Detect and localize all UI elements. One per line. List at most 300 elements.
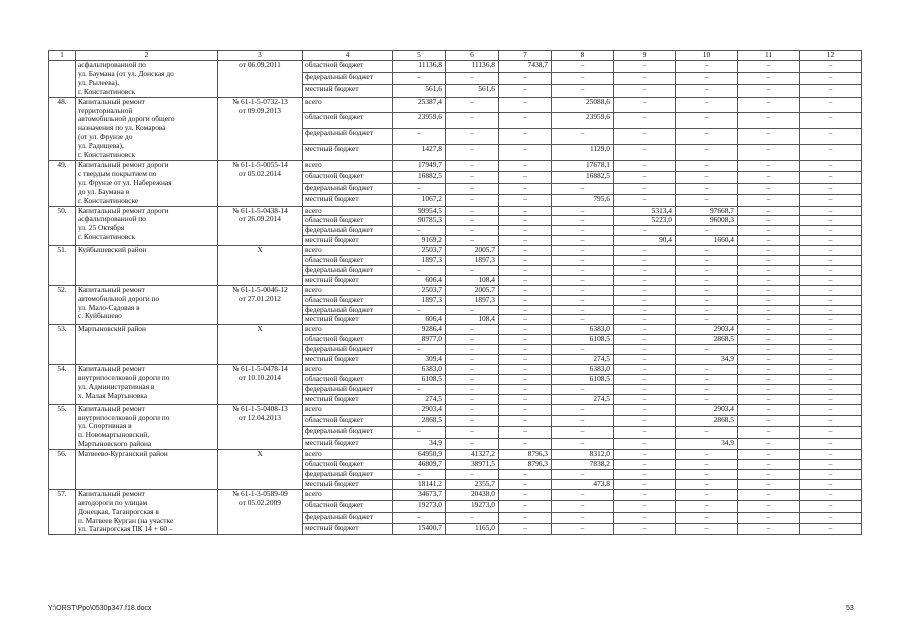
value-cell: – (499, 325, 552, 335)
funding-source: областной бюджет (303, 113, 393, 129)
value-cell: – (446, 512, 499, 523)
funding-source: местный бюджет (303, 195, 393, 206)
funding-source: федеральный бюджет (303, 427, 393, 438)
value-cell: – (676, 512, 738, 523)
value-cell: 1897,3 (446, 256, 499, 266)
row-number: 51. (49, 246, 76, 286)
value-cell: – (676, 256, 738, 266)
value-cell: – (499, 469, 552, 479)
expertise-conclusion: Х (218, 325, 303, 365)
value-cell: – (800, 206, 862, 216)
value-cell: – (800, 523, 862, 534)
value-cell: – (800, 460, 862, 470)
funding-source: всего (303, 365, 393, 375)
expertise-conclusion: № 61-1-5-0478-14 от 10.10.2014 (218, 365, 303, 405)
value-cell: – (738, 416, 800, 427)
object-name: асфальтированной по ул. Баумана (от ул. Донская до ул. Рылеева), г. Константиновск (76, 61, 218, 98)
value-cell: – (446, 469, 499, 479)
value-cell: – (676, 394, 738, 404)
value-cell: 2903,4 (393, 404, 446, 415)
value-cell: – (614, 450, 676, 460)
value-cell: 20438,0 (446, 489, 499, 500)
value-cell: – (499, 315, 552, 325)
object-name: Капитальный ремонт внутрипоселковой дороги по ул. Административная в х. Малая Мартыновка (76, 365, 218, 405)
value-cell: – (676, 183, 738, 194)
value-cell: 38971,5 (446, 460, 499, 470)
value-cell: – (676, 295, 738, 305)
value-cell: – (676, 501, 738, 512)
value-cell: – (446, 195, 499, 206)
table-row (49, 206, 862, 216)
table-row (49, 61, 862, 73)
value-cell: 1129,0 (552, 145, 614, 161)
value-cell: – (676, 345, 738, 355)
expertise-conclusion: Х (218, 246, 303, 286)
value-cell: – (552, 183, 614, 194)
value-cell: – (800, 479, 862, 489)
value-cell: – (738, 145, 800, 161)
funding-source: федеральный бюджет (303, 183, 393, 194)
value-cell: – (552, 275, 614, 285)
value-cell: 19273,0 (393, 501, 446, 512)
value-cell: – (446, 160, 499, 171)
value-cell: 473,8 (552, 479, 614, 489)
value-cell: – (738, 501, 800, 512)
value-cell: – (800, 246, 862, 256)
value-cell: – (446, 345, 499, 355)
funding-source: федеральный бюджет (303, 305, 393, 315)
value-cell: 25387,4 (393, 97, 446, 113)
value-cell: – (499, 335, 552, 345)
value-cell: 34,9 (393, 438, 446, 449)
value-cell: – (738, 73, 800, 85)
value-cell: – (446, 416, 499, 427)
value-cell: – (738, 345, 800, 355)
value-cell: – (499, 295, 552, 305)
row-number: 52. (49, 285, 76, 325)
funding-source: всего (303, 97, 393, 113)
value-cell: – (614, 523, 676, 534)
funding-source: всего (303, 285, 393, 295)
value-cell: – (614, 246, 676, 256)
value-cell: – (499, 365, 552, 375)
value-cell: 1897,3 (393, 256, 446, 266)
table-row (49, 450, 862, 460)
value-cell: – (446, 404, 499, 415)
value-cell: 34,9 (676, 438, 738, 449)
value-cell: 2868,5 (676, 335, 738, 345)
funding-source: всего (303, 246, 393, 256)
value-cell: – (499, 160, 552, 171)
value-cell: – (499, 512, 552, 523)
expertise-conclusion: № 61-1-5-0408-13 от 12.04.2013 (218, 404, 303, 450)
value-cell: – (800, 172, 862, 183)
value-cell: 2903,4 (676, 325, 738, 335)
value-cell: – (614, 315, 676, 325)
value-cell: – (446, 206, 499, 216)
value-cell: – (738, 305, 800, 315)
value-cell: – (614, 129, 676, 145)
value-cell: – (552, 345, 614, 355)
value-cell: – (446, 325, 499, 335)
funding-source: федеральный бюджет (303, 512, 393, 523)
value-cell: 97668,7 (676, 206, 738, 216)
column-number-header: 2 (76, 51, 218, 61)
value-cell: – (614, 416, 676, 427)
value-cell: – (446, 427, 499, 438)
value-cell: – (676, 305, 738, 315)
value-cell: – (738, 172, 800, 183)
table-body (49, 61, 862, 535)
value-cell: – (614, 335, 676, 345)
value-cell: – (676, 172, 738, 183)
value-cell: – (499, 523, 552, 534)
funding-source: областной бюджет (303, 256, 393, 266)
funding-source: федеральный бюджет (303, 469, 393, 479)
value-cell: – (552, 438, 614, 449)
value-cell: – (800, 113, 862, 129)
value-cell: – (499, 73, 552, 85)
value-cell: – (614, 374, 676, 384)
value-cell: – (499, 195, 552, 206)
value-cell: – (676, 97, 738, 113)
value-cell: – (614, 285, 676, 295)
value-cell: – (446, 183, 499, 194)
funding-source: местный бюджет (303, 479, 393, 489)
value-cell: – (499, 206, 552, 216)
value-cell: – (738, 216, 800, 226)
value-cell: 108,4 (446, 275, 499, 285)
value-cell: 561,6 (393, 85, 446, 97)
funding-source: местный бюджет (303, 438, 393, 449)
value-cell: – (738, 489, 800, 500)
value-cell: 16882,5 (552, 172, 614, 183)
column-number-header: 10 (676, 51, 738, 61)
value-cell: – (738, 512, 800, 523)
value-cell: – (738, 236, 800, 246)
value-cell: 17678,1 (552, 160, 614, 171)
value-cell: – (676, 129, 738, 145)
value-cell: – (614, 183, 676, 194)
value-cell: – (552, 384, 614, 394)
value-cell: – (738, 97, 800, 113)
value-cell: – (800, 438, 862, 449)
value-cell: 6108,5 (552, 335, 614, 345)
value-cell: 8977,0 (393, 335, 446, 345)
row-number: 54. (49, 365, 76, 405)
value-cell: 18141,2 (393, 479, 446, 489)
value-cell: 96008,3 (676, 216, 738, 226)
value-cell: – (614, 275, 676, 285)
funding-source: областной бюджет (303, 172, 393, 183)
funding-source: местный бюджет (303, 394, 393, 404)
value-cell: – (614, 265, 676, 275)
value-cell: – (552, 295, 614, 305)
value-cell: – (552, 427, 614, 438)
value-cell: – (800, 489, 862, 500)
value-cell: – (499, 489, 552, 500)
value-cell: – (614, 226, 676, 236)
value-cell: – (446, 384, 499, 394)
value-cell: – (614, 325, 676, 335)
funding-source: всего (303, 325, 393, 335)
value-cell: – (676, 113, 738, 129)
funding-source: всего (303, 160, 393, 171)
expertise-conclusion: № 61-1-5-0732-13 от 09.09.2013 (218, 97, 303, 160)
value-cell: – (614, 394, 676, 404)
value-cell: – (446, 216, 499, 226)
value-cell: – (800, 129, 862, 145)
funding-source: областной бюджет (303, 460, 393, 470)
row-number: 50. (49, 206, 76, 246)
value-cell: – (676, 85, 738, 97)
value-cell: – (800, 97, 862, 113)
funding-source: федеральный бюджет (303, 384, 393, 394)
value-cell: 8796,3 (499, 450, 552, 460)
value-cell: 46809,7 (393, 460, 446, 470)
expertise-conclusion: № 61-1-5-0055-14 от 05.02.2014 (218, 160, 303, 206)
expertise-conclusion: № 61-1-5-0046-12 от 27.01.2012 (218, 285, 303, 325)
value-cell: – (738, 256, 800, 266)
value-cell: – (800, 374, 862, 384)
value-cell: 23959,6 (393, 113, 446, 129)
table-row (49, 325, 862, 335)
value-cell: – (614, 469, 676, 479)
value-cell: – (614, 295, 676, 305)
value-cell: – (499, 285, 552, 295)
value-cell: – (676, 73, 738, 85)
value-cell: – (552, 265, 614, 275)
value-cell: – (738, 450, 800, 460)
value-cell: – (499, 384, 552, 394)
value-cell: – (800, 427, 862, 438)
value-cell: – (552, 246, 614, 256)
value-cell: – (738, 523, 800, 534)
column-number-header: 12 (800, 51, 862, 61)
value-cell: – (499, 275, 552, 285)
value-cell: – (738, 129, 800, 145)
value-cell: – (393, 469, 446, 479)
value-cell: 25088,6 (552, 97, 614, 113)
value-cell: 2868,5 (393, 416, 446, 427)
value-cell: – (738, 384, 800, 394)
value-cell: 606,4 (393, 275, 446, 285)
value-cell: – (738, 226, 800, 236)
value-cell: – (676, 145, 738, 161)
object-name: Капитальный ремонт дороги асфальтированной по ул. 25 Октября г. Константиновск (76, 206, 218, 246)
value-cell: – (552, 129, 614, 145)
value-cell: – (738, 365, 800, 375)
row-number: 56. (49, 450, 76, 490)
value-cell: – (738, 113, 800, 129)
value-cell: 1897,3 (393, 295, 446, 305)
value-cell: – (552, 489, 614, 500)
funding-source: областной бюджет (303, 416, 393, 427)
value-cell: – (614, 61, 676, 73)
value-cell: – (800, 325, 862, 335)
value-cell: – (800, 236, 862, 246)
value-cell: 2903,4 (676, 404, 738, 415)
value-cell: – (676, 265, 738, 275)
value-cell: 5313,4 (614, 206, 676, 216)
object-name: Капитальный ремонт автодороги по улицам Донецкая, Таганрогская в п. Матвеев Курган (на участке ул. Таганрогская ПК 14 + 60 – (76, 489, 218, 535)
value-cell: – (499, 246, 552, 256)
value-cell: – (800, 183, 862, 194)
value-cell: – (738, 246, 800, 256)
expertise-conclusion: от 06.09.2011 (218, 61, 303, 98)
value-cell: – (614, 97, 676, 113)
value-cell: – (614, 365, 676, 375)
value-cell: – (738, 285, 800, 295)
funding-source: местный бюджет (303, 236, 393, 246)
value-cell: 7838,2 (552, 460, 614, 470)
value-cell: – (499, 129, 552, 145)
funding-source: федеральный бюджет (303, 226, 393, 236)
value-cell: – (499, 438, 552, 449)
column-number-header: 8 (552, 51, 614, 61)
value-cell: – (499, 113, 552, 129)
value-cell: 19273,0 (446, 501, 499, 512)
value-cell: – (499, 97, 552, 113)
value-cell: – (393, 226, 446, 236)
funding-source: областной бюджет (303, 216, 393, 226)
value-cell: – (499, 394, 552, 404)
value-cell: – (446, 97, 499, 113)
value-cell: – (738, 315, 800, 325)
value-cell: – (800, 335, 862, 345)
value-cell: – (738, 427, 800, 438)
value-cell: – (499, 183, 552, 194)
value-cell: – (552, 206, 614, 216)
value-cell: – (676, 195, 738, 206)
value-cell: – (499, 501, 552, 512)
column-number-header: 9 (614, 51, 676, 61)
value-cell: – (800, 305, 862, 315)
column-number-header: 7 (499, 51, 552, 61)
value-cell: – (552, 236, 614, 246)
expertise-conclusion: Х (218, 450, 303, 490)
value-cell: – (446, 394, 499, 404)
value-cell: – (499, 236, 552, 246)
value-cell: – (614, 73, 676, 85)
value-cell: – (552, 61, 614, 73)
value-cell: – (446, 73, 499, 85)
value-cell: – (676, 427, 738, 438)
value-cell: – (614, 427, 676, 438)
value-cell: – (676, 61, 738, 73)
value-cell: – (446, 236, 499, 246)
value-cell: 309,4 (393, 355, 446, 365)
value-cell: – (738, 265, 800, 275)
program-table (48, 50, 862, 535)
value-cell: – (614, 113, 676, 129)
value-cell: – (738, 195, 800, 206)
value-cell: – (552, 285, 614, 295)
value-cell: – (800, 145, 862, 161)
funding-source: областной бюджет (303, 374, 393, 384)
value-cell: – (800, 450, 862, 460)
row-number: 57. (49, 489, 76, 535)
value-cell: 606,4 (393, 315, 446, 325)
value-cell: – (614, 85, 676, 97)
value-cell: 9169,2 (393, 236, 446, 246)
value-cell: 8312,0 (552, 450, 614, 460)
value-cell: – (676, 285, 738, 295)
value-cell: – (499, 427, 552, 438)
value-cell: – (614, 438, 676, 449)
value-cell: – (552, 416, 614, 427)
value-cell: – (800, 61, 862, 73)
value-cell: 11136,8 (393, 61, 446, 73)
value-cell: – (393, 512, 446, 523)
value-cell: – (393, 305, 446, 315)
funding-source: областной бюджет (303, 501, 393, 512)
value-cell: – (614, 195, 676, 206)
funding-source: федеральный бюджет (303, 129, 393, 145)
column-number-header: 11 (738, 51, 800, 61)
value-cell: 1067,2 (393, 195, 446, 206)
value-cell: 11136,8 (446, 61, 499, 73)
column-number-header: 4 (303, 51, 393, 61)
object-name: Мартыновский район (76, 325, 218, 365)
value-cell: – (614, 256, 676, 266)
value-cell: – (614, 460, 676, 470)
value-cell: 1897,3 (446, 295, 499, 305)
value-cell: – (446, 172, 499, 183)
value-cell: – (393, 427, 446, 438)
column-numbers-header (49, 51, 862, 61)
value-cell: – (738, 438, 800, 449)
table-row (49, 365, 862, 375)
funding-source: федеральный бюджет (303, 265, 393, 275)
value-cell: – (800, 416, 862, 427)
value-cell: 16882,5 (393, 172, 446, 183)
value-cell: 1427,8 (393, 145, 446, 161)
value-cell: – (499, 226, 552, 236)
value-cell: – (800, 365, 862, 375)
value-cell: – (676, 275, 738, 285)
value-cell: – (738, 404, 800, 415)
value-cell: 15400,7 (393, 523, 446, 534)
value-cell: – (446, 335, 499, 345)
footer-file-path: Y:\ORST\Ppo\0530p347.f18.docx (48, 605, 152, 612)
row-number: 48. (49, 97, 76, 160)
value-cell: – (738, 355, 800, 365)
value-cell: – (614, 489, 676, 500)
table-row (49, 160, 862, 171)
value-cell: – (614, 305, 676, 315)
value-cell: 108,4 (446, 315, 499, 325)
value-cell: – (499, 416, 552, 427)
value-cell: – (738, 479, 800, 489)
value-cell: – (393, 384, 446, 394)
value-cell: 2355,7 (446, 479, 499, 489)
value-cell: – (499, 172, 552, 183)
value-cell: – (800, 394, 862, 404)
value-cell: – (614, 384, 676, 394)
table-row (49, 246, 862, 256)
value-cell: – (800, 355, 862, 365)
value-cell: – (446, 365, 499, 375)
value-cell: 9286,4 (393, 325, 446, 335)
value-cell: – (499, 404, 552, 415)
funding-source: областной бюджет (303, 335, 393, 345)
value-cell: 561,6 (446, 85, 499, 97)
value-cell: 8796,3 (499, 460, 552, 470)
value-cell: – (614, 479, 676, 489)
value-cell: 34,9 (676, 355, 738, 365)
value-cell: – (499, 145, 552, 161)
